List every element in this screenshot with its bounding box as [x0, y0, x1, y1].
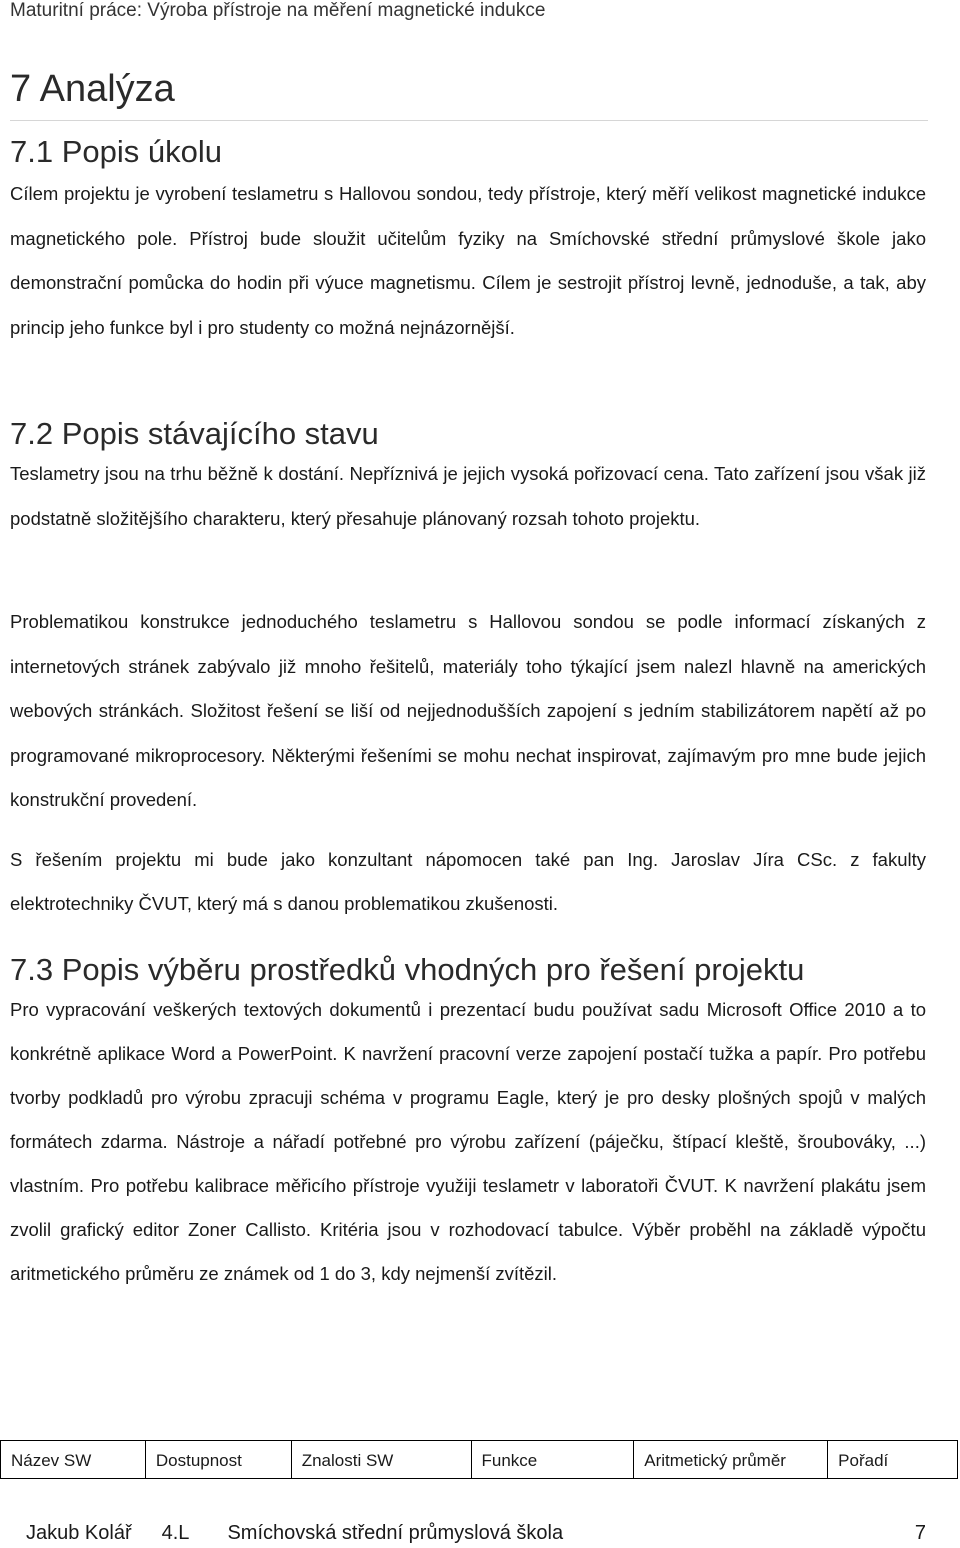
footer-author: Jakub Kolář	[26, 1522, 132, 1544]
criteria-header-availability: Dostupnost	[145, 1441, 291, 1479]
criteria-table-header-row	[1, 1441, 958, 1479]
section-heading-7-3: 7.3 Popis výběru prostředků vhodných pro řešení projektu	[10, 952, 805, 987]
paragraph-task-description: Cílem projektu je vyrobení teslametru s Hallovou sondou, tedy přístroje, který měří velikost magnetické indukce magnetického pole. Přístroj bude sloužit učitelům fyziky na Smíchovské střední průmyslové škole jako demonstrační pomůcka do hodin při výuce magnetismu. Cílem je sestrojit přístroj levně, jednoduše, a tak, aby princip jeho funkce byl i pro studenty co možná nejnázornější.	[10, 183, 926, 338]
running-header: Maturitní práce: Výroba přístroje na měření magnetické indukce	[10, 0, 546, 21]
criteria-header-software-knowledge: Znalosti SW	[291, 1441, 471, 1479]
paragraph-current-state: Teslametry jsou na trhu běžně k dostání. Nepříznivá je jejich vysoká pořizovací cena. Tato zařízení jsou však již podstatně složitějšího charakteru, který přesahuje plánovaný rozsah tohoto projektu.	[10, 463, 926, 529]
section-heading-7-2: 7.2 Popis stávajícího stavu	[10, 416, 379, 451]
paragraph-existing-solutions: Problematikou konstrukce jednoduchého teslametru s Hallovou sondou se podle informací získaných z internetových stránek zabývalo již mnoho řešitelů, materiály toho týkající jsem nalezl hlavně na amerických webových stránkách. Složitost řešení se liší od nejjednodušších zapojení s jedním stabilizátorem napětí až po programované mikroprocesory. Některými řešeními se mohu nechat inspirovat, zajímavým pro mne bude jejich konstrukční provedení.	[10, 611, 926, 810]
criteria-header-rank: Pořadí	[828, 1441, 958, 1479]
paragraph-consultant: S řešením projektu mi bude jako konzultant nápomocen také pan Ing. Jaroslav Jíra CSc. z fakulty elektrotechniky ČVUT, který má s danou problematikou zkušenosti.	[10, 849, 926, 914]
heading-divider	[10, 120, 928, 121]
footer-school: Smíchovská střední průmyslová škola	[227, 1522, 564, 1544]
section-heading-7-1: 7.1 Popis úkolu	[10, 134, 222, 169]
criteria-header-arithmetic-mean: Aritmetický průměr	[634, 1441, 828, 1479]
criteria-header-function: Funkce	[471, 1441, 634, 1479]
criteria-table	[0, 1440, 958, 1479]
criteria-header-software-name: Název SW	[1, 1441, 146, 1479]
footer-class: 4.L	[161, 1522, 190, 1544]
paragraph-tools-selection: Pro vypracování veškerých textových dokumentů i prezentací budu používat sadu Microsoft Office 2010 a to konkrétně aplikace Word a PowerPoint. K navržení pracovní verze zapojení postačí tužka a papír. Pro potřebu tvorby podkladů pro výrobu zpracuji schéma v programu Eagle, který je pro desky plošných spojů v malých formátech zdarma. Nástroje a nářadí potřebné pro výrobu zařízení (páječku, štípací kleště, šroubováky, ...) vlastním. Pro potřebu kalibrace měřicího přístroje využiji teslametr v laboratoři ČVUT. K navržení plakátu jsem zvolil grafický editor Zoner Callisto. Kritéria jsou v rozhodovací tabulce. Výběr proběhl na základě výpočtu aritmetického průměru ze známek od 1 do 3, kdy nejmenší zvítězil.	[10, 999, 926, 1284]
chapter-heading: 7 Analýza	[10, 68, 175, 110]
page-footer	[26, 1522, 926, 1545]
footer-page-number: 7	[914, 1522, 926, 1544]
